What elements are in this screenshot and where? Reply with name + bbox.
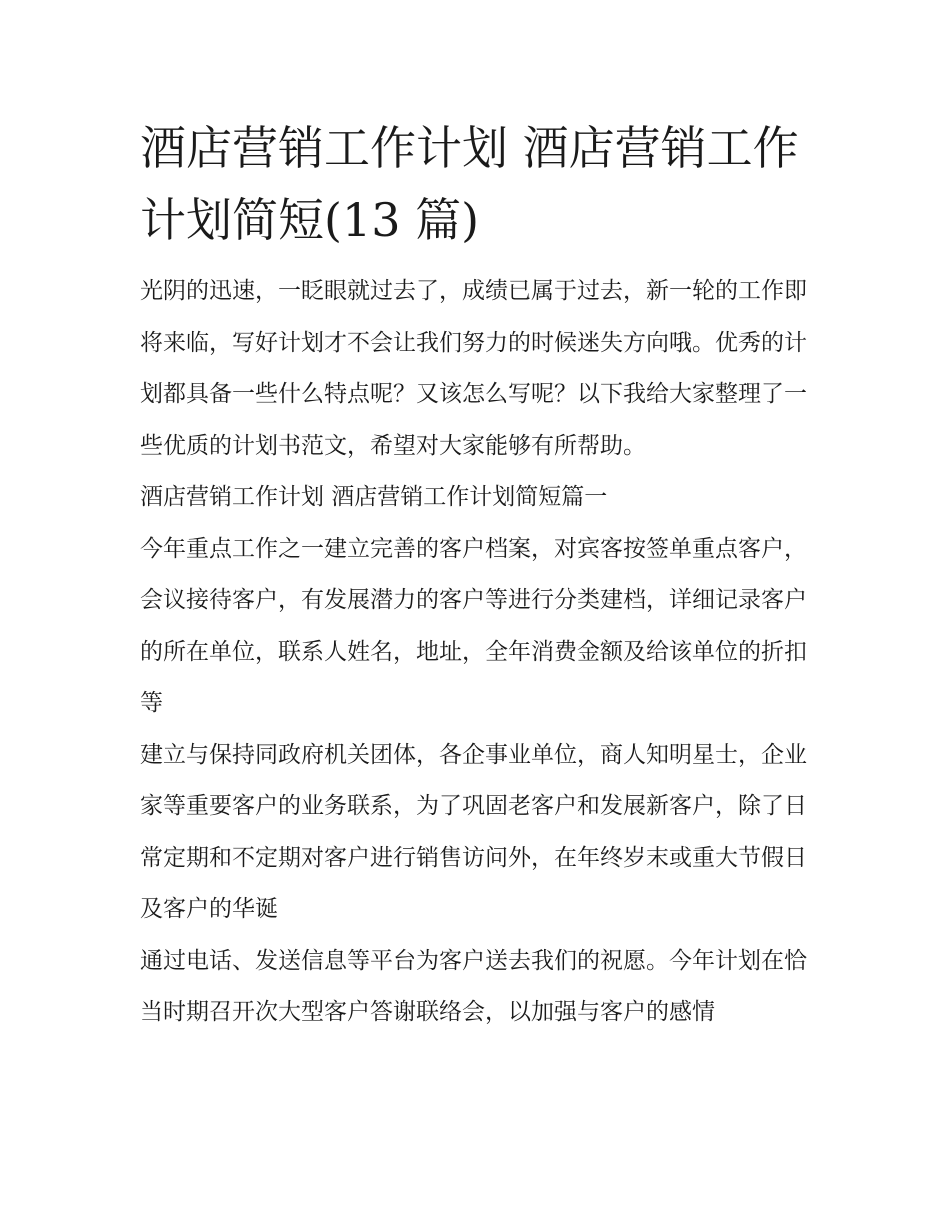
body-paragraph: 通过电话、发送信息等平台为客户送去我们的祝愿。今年计划在恰当时期召开次大型客户答谢联络会，以加强与客户的感情 bbox=[140, 947, 807, 1025]
document-title: 酒店营销工作计划 酒店营销工作计划简短(13 篇) bbox=[140, 121, 799, 247]
document-page bbox=[140, 112, 812, 1039]
section-heading: 酒店营销工作计划 酒店营销工作计划简短篇一 bbox=[140, 484, 608, 510]
intro-paragraph: 光阴的迅速，一眨眼就过去了，成绩已属于过去，新一轮的工作即将来临，写好计划才不会让我们努力的时候迷失方向哦。优秀的计划都具备一些什么特点呢？又该怎么写呢？以下我给大家整理了一些优质的计划书范文，希望对大家能够有所帮助。 bbox=[140, 278, 807, 459]
body-paragraph: 建立与保持同政府机关团体，各企事业单位，商人知明星士，企业家等重要客户的业务联系，为了巩固老客户和发展新客户，除了日常定期和不定期对客户进行销售访问外，在年终岁末或重大节假日及客户的华诞 bbox=[140, 741, 807, 922]
body-paragraph: 今年重点工作之一建立完善的客户档案，对宾客按签单重点客户，会议接待客户，有发展潜力的客户等进行分类建档，详细记录客户的所在单位，联系人姓名，地址，全年消费金额及给该单位的折扣等 bbox=[140, 535, 807, 716]
